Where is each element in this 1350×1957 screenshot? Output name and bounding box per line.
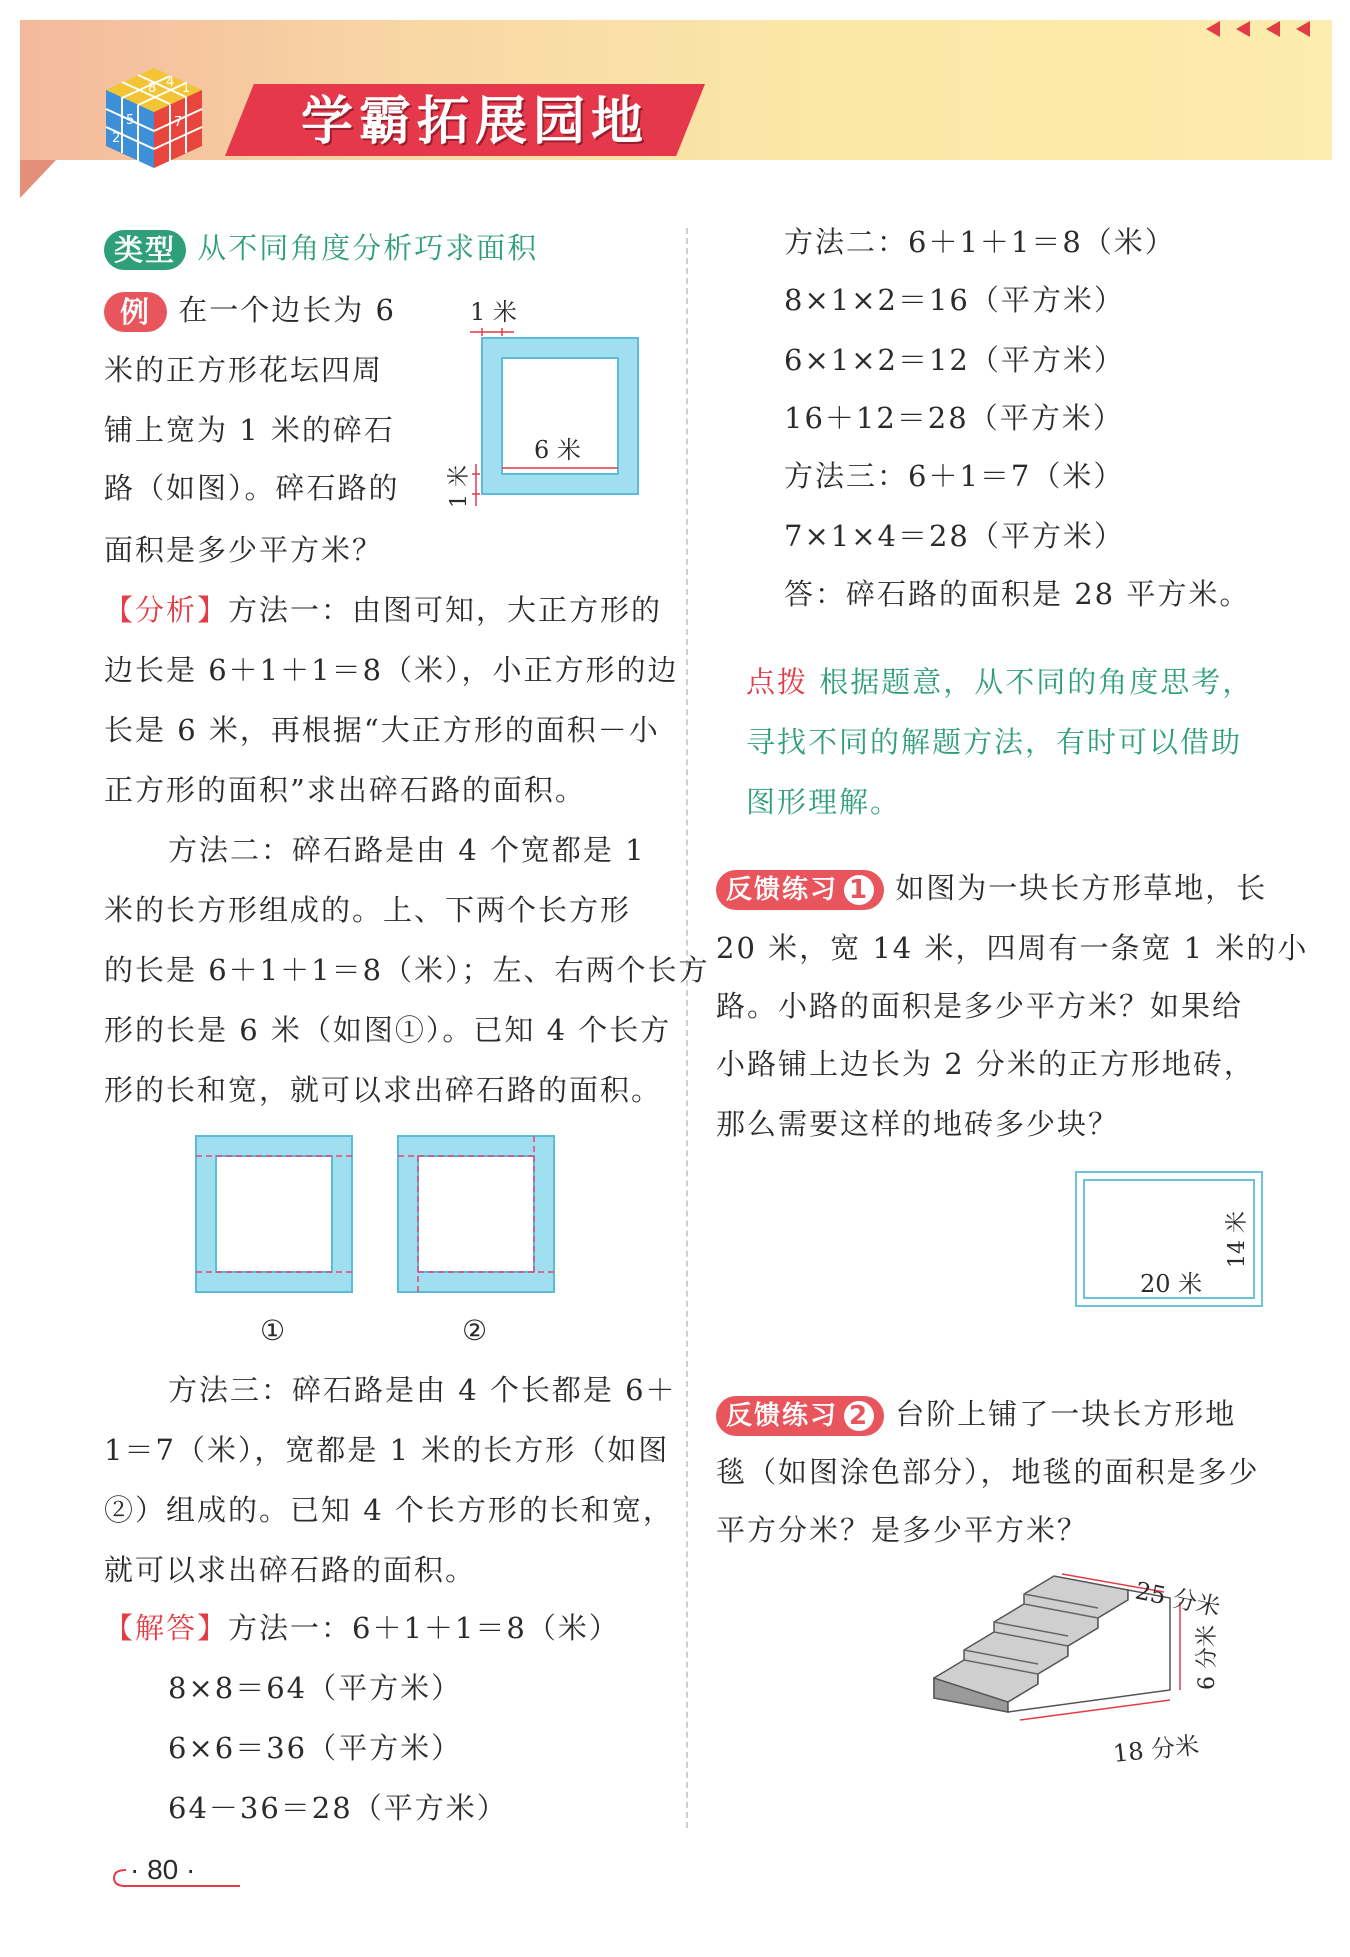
method3-line: 1＝7（米），宽都是 1 米的长方形（如图 xyxy=(104,1433,670,1467)
example-line xyxy=(104,280,396,340)
analysis-line: 形的长是 6 米（如图①）。已知 4 个长方 xyxy=(104,1013,672,1047)
label-top: 1 米 xyxy=(470,298,517,326)
stairs-figure xyxy=(928,1570,1278,1770)
solution-line: 8×1×2＝16（平方米） xyxy=(784,283,1125,317)
cube-digit: 5 xyxy=(126,113,135,128)
figure-caption-1: ① xyxy=(260,1314,286,1347)
exercise2-badge-text: 反馈练习 xyxy=(726,1401,839,1431)
figure-caption-2: ② xyxy=(462,1314,488,1347)
exercise1-number: 1 xyxy=(844,875,874,905)
exercise2-number: 2 xyxy=(844,1401,874,1431)
solution-line: 方法二：6＋1＋1＝8（米） xyxy=(784,225,1176,259)
lawn-height-label: 14 米 xyxy=(1225,1211,1250,1268)
tip-text: 根据题意，从不同的角度思考， xyxy=(819,665,1254,699)
example-badge: 例 xyxy=(104,292,167,332)
header-fold xyxy=(20,160,56,198)
tip-label: 点拨 xyxy=(746,665,809,699)
example-line: 路（如图）。碎石路的 xyxy=(104,471,400,505)
cube-digit: 7 xyxy=(174,115,183,130)
stairs-bottom-label: 18 分米 xyxy=(1111,1731,1201,1768)
answer-label: 【解答】 xyxy=(104,1611,229,1645)
figure-1 xyxy=(196,1136,352,1292)
cube-digit: 2 xyxy=(112,131,121,146)
exercise2-badge xyxy=(716,1396,884,1436)
method3-line: ②）组成的。已知 4 个长方形的长和宽， xyxy=(104,1493,674,1527)
page-title: 学霸拓展园地 xyxy=(300,92,649,152)
solution-line: 7×1×4＝28（平方米） xyxy=(784,519,1125,553)
answer-line: 8×8＝64（平方米） xyxy=(168,1671,463,1705)
type-badge: 类型 xyxy=(104,230,186,270)
exercise2-line: 毯（如图涂色部分），地毯的面积是多少 xyxy=(716,1455,1260,1489)
solution-line: 6×1×2＝12（平方米） xyxy=(784,343,1125,377)
exercise1-line: 那么需要这样的地砖多少块？ xyxy=(716,1107,1120,1141)
tip-line: 图形理解。 xyxy=(746,785,902,819)
square-path-figure xyxy=(440,288,650,518)
analysis-line: 的长是 6＋1＋1＝8（米）；左、右两个长方 xyxy=(104,953,710,987)
lawn-figure xyxy=(1072,1168,1266,1312)
exercise2-line: 平方分米？是多少平方米？ xyxy=(716,1513,1089,1547)
type-heading xyxy=(104,218,538,278)
method-figures xyxy=(190,1130,570,1350)
tip-line: 寻找不同的解题方法，有时可以借助 xyxy=(746,725,1243,759)
method3-line: 方法三：碎石路是由 4 个长都是 6＋ xyxy=(168,1373,677,1407)
cube-digit: 1 xyxy=(182,81,191,96)
solution-line: 答：碎石路的面积是 28 平方米。 xyxy=(784,577,1251,611)
example-line-text: 在一个边长为 6 xyxy=(178,293,396,327)
answer-line: 6×6＝36（平方米） xyxy=(168,1731,463,1765)
stairs-top-label: 25 分米 xyxy=(1132,1576,1223,1622)
exercise1-text: 如图为一块长方形草地，长 xyxy=(895,871,1268,905)
exercise1-heading xyxy=(716,858,1267,918)
rubiks-cube-icon xyxy=(98,62,210,174)
analysis-line: 形的长和宽，就可以求出碎石路的面积。 xyxy=(104,1073,663,1107)
tip-line xyxy=(746,652,1253,712)
analysis-line: 米的长方形组成的。上、下两个长方形 xyxy=(104,893,632,927)
example-line: 铺上宽为 1 米的碎石 xyxy=(104,413,395,447)
exercise1-line: 20 米，宽 14 米，四周有一条宽 1 米的小 xyxy=(716,931,1309,965)
exercise1-line: 路。小路的面积是多少平方米？如果给 xyxy=(716,989,1244,1023)
figure-2 xyxy=(398,1136,554,1292)
exercise1-badge xyxy=(716,870,884,910)
arrow-left-icons xyxy=(1206,18,1326,40)
cube-digit: 8 xyxy=(148,81,157,96)
exercise1-badge-text: 反馈练习 xyxy=(726,875,839,905)
analysis-line: 正方形的面积”求出碎石路的面积。 xyxy=(104,773,586,807)
analysis-line: 长是 6 米，再根据“大正方形的面积－小 xyxy=(104,713,660,747)
cube-digit: 4 xyxy=(166,75,175,90)
answer-line: 64－36＝28（平方米） xyxy=(168,1791,508,1825)
exercise2-heading xyxy=(716,1384,1236,1444)
stairs-side-label: 6 分米 xyxy=(1195,1625,1220,1690)
page-number: · 80 · xyxy=(130,1854,196,1885)
label-inner: 6 米 xyxy=(534,436,581,464)
method3-line: 就可以求出碎石路的面积。 xyxy=(104,1553,477,1587)
exercise2-text: 台阶上铺了一块长方形地 xyxy=(895,1397,1237,1431)
answer-text: 方法一：6＋1＋1＝8（米） xyxy=(228,1611,620,1645)
column-divider xyxy=(686,228,688,1828)
lawn-width-label: 20 米 xyxy=(1140,1270,1203,1298)
analysis-line xyxy=(104,580,662,640)
solution-line: 方法三：6＋1＝7（米） xyxy=(784,459,1125,493)
example-line: 面积是多少平方米？ xyxy=(104,533,384,567)
example-line: 米的正方形花坛四周 xyxy=(104,353,384,387)
label-side: 1 米 xyxy=(447,465,472,508)
analysis-line: 边长是 6＋1＋1＝8（米），小正方形的边 xyxy=(104,653,679,687)
solution-line: 16＋12＝28（平方米） xyxy=(784,401,1124,435)
exercise1-line: 小路铺上边长为 2 分米的正方形地砖， xyxy=(716,1047,1255,1081)
analysis-line: 方法二：碎石路是由 4 个宽都是 1 xyxy=(168,833,646,867)
analysis-text: 方法一：由图可知，大正方形的 xyxy=(228,593,663,627)
type-title: 从不同角度分析巧求面积 xyxy=(197,231,539,265)
analysis-label: 【分析】 xyxy=(104,593,229,627)
answer-line xyxy=(104,1598,620,1658)
